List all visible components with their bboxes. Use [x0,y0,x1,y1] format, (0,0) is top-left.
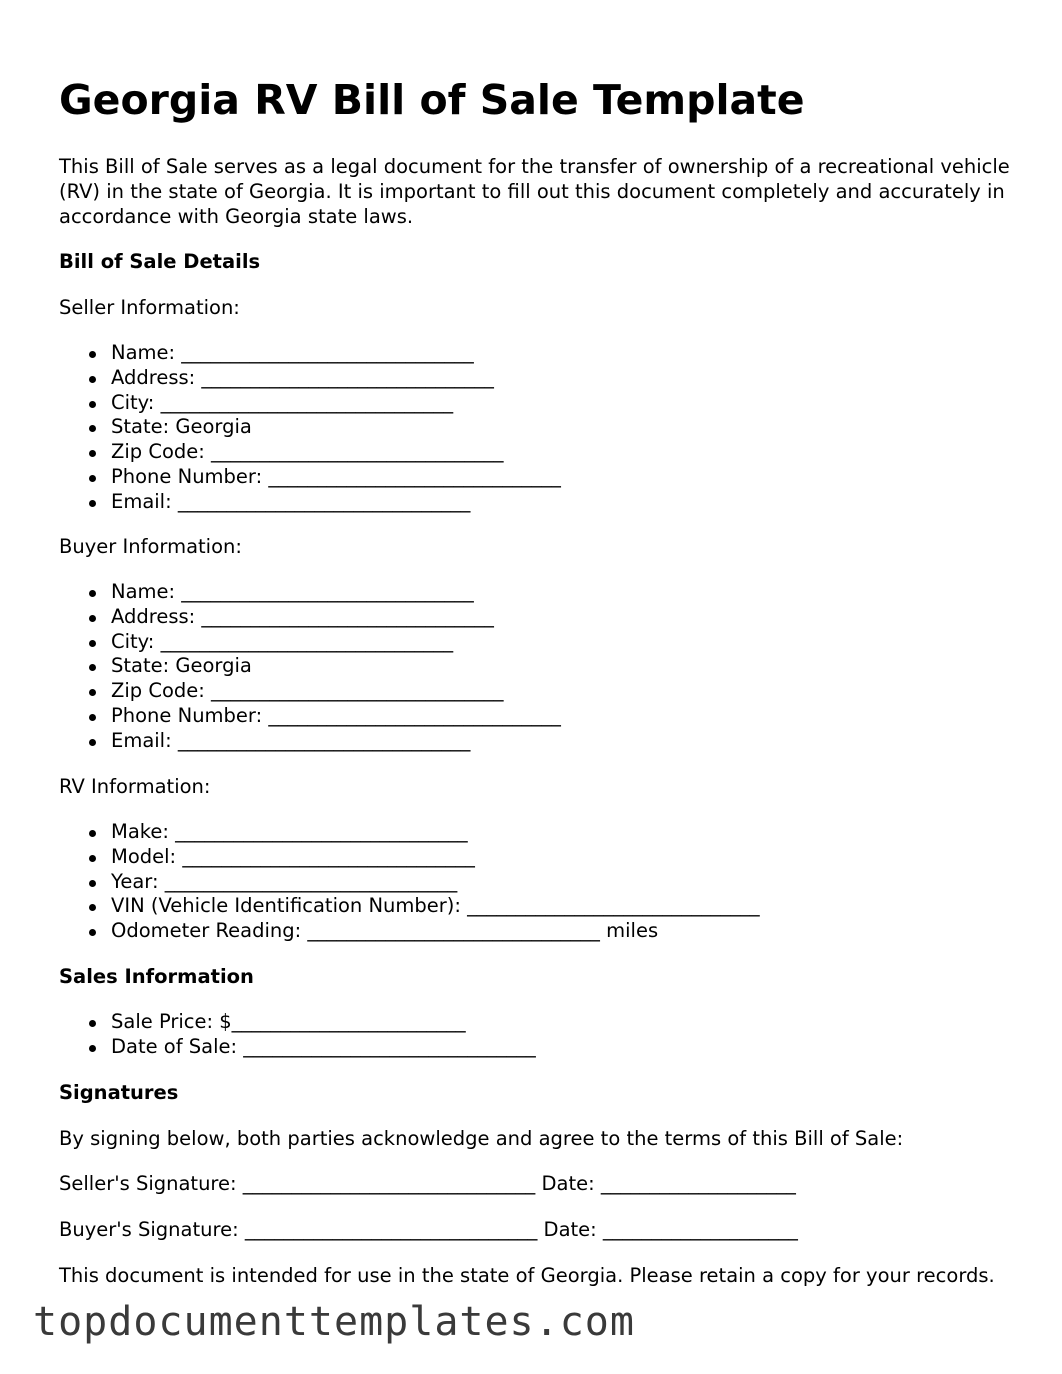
seller-signature-line: Seller's Signature: ______________________________ Date: ____________________ [59,1172,796,1195]
sale-price-field: Sale Price: $________________________ [111,1010,536,1035]
seller-heading: Seller Information: [59,296,240,319]
buyer-state-field: State: Georgia [111,654,561,679]
buyer-email-field: Email: ______________________________ [111,729,561,754]
seller-email-field: Email: ______________________________ [111,490,561,515]
seller-name-field: Name: ______________________________ [111,341,561,366]
seller-city-field: City: ______________________________ [111,391,561,416]
sales-list [59,1010,536,1060]
rv-odometer-field: Odometer Reading: ______________________________ miles [111,919,760,944]
seller-list [59,341,561,515]
sale-date-field: Date of Sale: ______________________________ [111,1034,536,1058]
rv-make-field: Make: ______________________________ [111,820,760,845]
buyer-heading: Buyer Information: [59,535,242,558]
buyer-address-field: Address: ______________________________ [111,605,561,630]
buyer-city-field: City: ______________________________ [111,630,561,655]
sales-heading: Sales Information [59,965,254,988]
buyer-signature-line: Buyer's Signature: ______________________________ Date: ____________________ [59,1218,798,1241]
buyer-zip-field: Zip Code: ______________________________ [111,679,561,704]
intro-paragraph: This Bill of Sale serves as a legal document for the transfer of ownership of a recreational vehicle (RV) in the state of Georgia. It is important to fill out this document completely and accurately in accordance with Georgia state laws. [59,155,1010,228]
rv-model-field: Model: ______________________________ [111,845,760,870]
buyer-phone-field: Phone Number: ______________________________ [111,703,561,727]
details-heading: Bill of Sale Details [59,250,261,273]
rv-year-field: Year: ______________________________ [111,870,760,895]
seller-state-field: State: Georgia [111,415,561,440]
signatures-heading: Signatures [59,1081,179,1104]
footer-note: This document is intended for use in the state of Georgia. Please retain a copy for your records. [59,1264,995,1287]
buyer-list [59,580,561,754]
seller-phone-field: Phone Number: ______________________________ [111,464,561,488]
seller-address-field: Address: ______________________________ [111,366,561,391]
seller-zip-field: Zip Code: ______________________________ [111,440,561,465]
signatures-text: By signing below, both parties acknowledge and agree to the terms of this Bill of Sale: [59,1127,904,1150]
rv-heading: RV Information: [59,775,211,798]
page-title: Georgia RV Bill of Sale Template [59,76,805,124]
watermark: topdocumenttemplates.com [33,1299,635,1345]
rv-list [59,820,760,944]
buyer-name-field: Name: ______________________________ [111,580,561,605]
rv-vin-field: VIN (Vehicle Identification Number): ______________________________ [111,894,760,918]
